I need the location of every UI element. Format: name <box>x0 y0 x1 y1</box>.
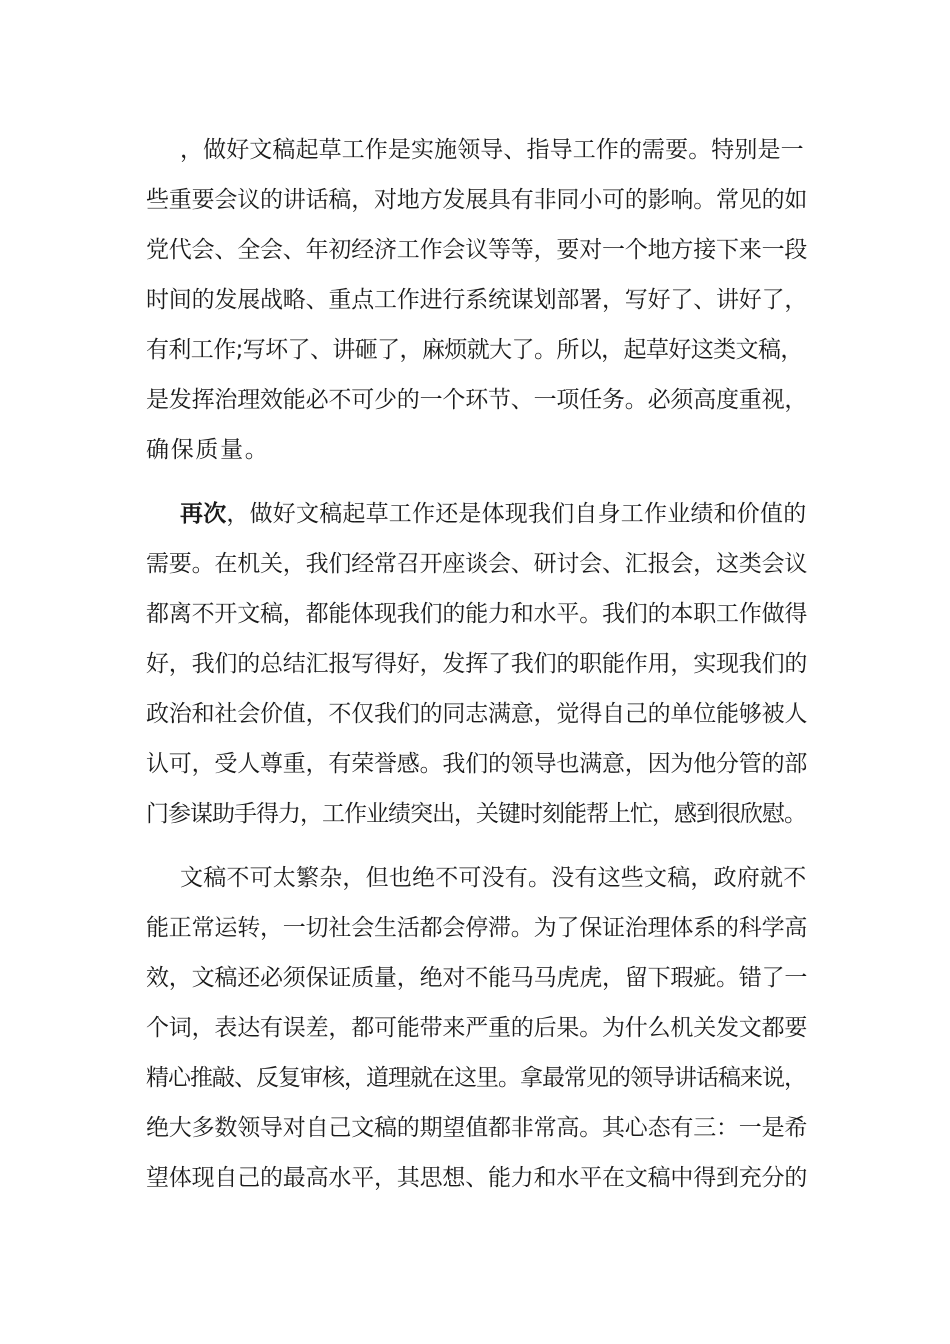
text-line: 能正常运转，一切社会生活都会停滞。为了保证治理体系的科学高 <box>146 915 808 941</box>
text-line <box>180 498 806 530</box>
text-line: 需要。在机关，我们经常召开座谈会、研讨会、汇报会，这类会议 <box>146 551 808 577</box>
text-line: 有利工作;写坏了、讲砸了，麻烦就大了。所以，起草好这类文稿， <box>146 337 803 363</box>
text-line: 时间的发展战略、重点工作进行系统谋划部署，写好了、讲好了， <box>146 287 808 313</box>
text-line: 好，我们的总结汇报写得好，发挥了我们的职能作用，实现我们的 <box>146 651 808 677</box>
text-line: 党代会、全会、年初经济工作会议等等，要对一个地方接下来一段 <box>146 237 808 263</box>
text-line: 望体现自己的最高水平，其思想、能力和水平在文稿中得到充分的 <box>146 1165 808 1191</box>
text-line: 个词，表达有误差，都可能带来严重的后果。为什么机关发文都要 <box>146 1015 808 1041</box>
text-line: 绝大多数领导对自己文稿的期望值都非常高。其心态有三：一是希 <box>146 1115 808 1141</box>
text-line: 文稿不可太繁杂，但也绝不可没有。没有这些文稿，政府就不 <box>180 865 807 891</box>
text-line: 精心推敲、反复审核，道理就在这里。拿最常见的领导讲话稿来说， <box>146 1065 806 1091</box>
text-line: 认可，受人尊重，有荣誉感。我们的领导也满意，因为他分管的部 <box>146 751 808 777</box>
text-line: 效，文稿还必须保证质量，绝对不能马马虎虎，留下瑕疵。错了一 <box>146 965 808 991</box>
text-line: 政治和社会价值，不仅我们的同志满意，觉得自己的单位能够被人 <box>146 701 808 727</box>
text-line: 是发挥治理效能必不可少的一个环节、一项任务。必须高度重视， <box>146 387 808 413</box>
emphasis-lead: 再次 <box>180 501 227 527</box>
text-line: 些重要会议的讲话稿，对地方发展具有非同小可的影响。常见的如 <box>146 187 808 213</box>
text-line: 门参谋助手得力，工作业绩突出，关键时刻能帮上忙，感到很欣慰。 <box>146 801 806 827</box>
text-line: 确保质量。 <box>146 437 270 463</box>
text-line: 都离不开文稿，都能体现我们的能力和水平。我们的本职工作做得 <box>146 601 808 627</box>
text-span: ，做好文稿起草工作还是体现我们自身工作业绩和价值的 <box>226 501 807 527</box>
text-line: ，做好文稿起草工作是实施领导、指导工作的需要。特别是一 <box>180 137 804 163</box>
